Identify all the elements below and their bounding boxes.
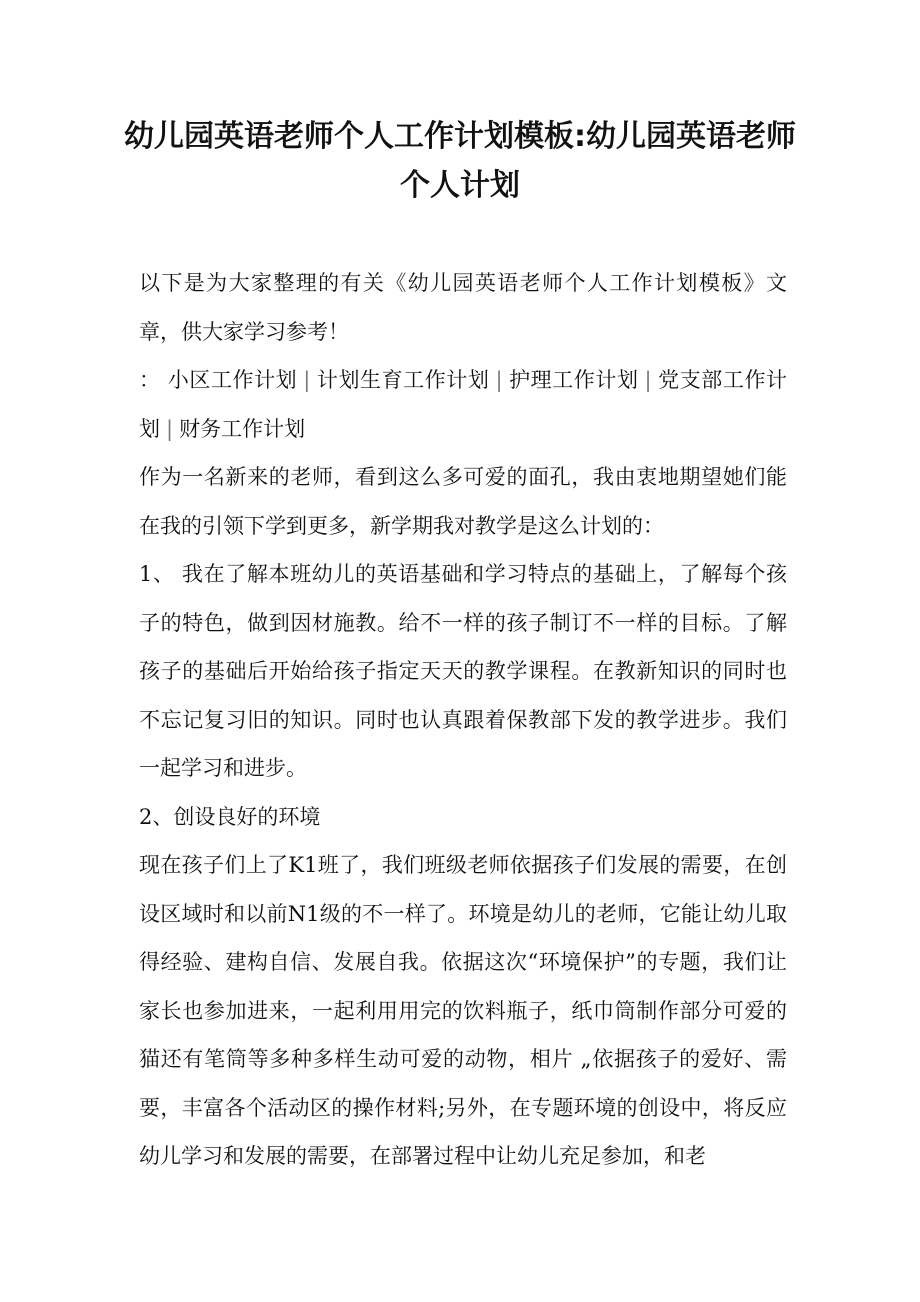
related-link-community[interactable]: 小区工作计划 xyxy=(167,368,298,392)
body-paragraph-3: 现在孩子们上了K1班了，我们班级老师依据孩子们发展的需要，在创设区域时和以前N1级的不一样了。环境是幼儿的老师，它能让幼儿取得经验、建构自信、发展自我。依据这次“环境保护”的专题，我们让家长也参加进来，一起利用用完的饮料瓶子，纸巾筒制作部分可爱的猫还有笔筒等多种多样生动可爱的动物，相片 „依据孩子的爱好、需要，丰富各个活动区的操作材料;另外，在专题环境的创设中，将反应幼儿学习和发展的需要，在部署过程中让幼儿充足参加，和老 xyxy=(139,853,787,1168)
document-body xyxy=(139,259,787,1181)
link-separator: | xyxy=(166,416,174,441)
link-separator: | xyxy=(644,368,652,392)
related-link-party-branch[interactable]: 党支部工作计划 xyxy=(139,368,788,441)
link-separator: | xyxy=(303,368,311,392)
related-link-nursing[interactable]: 护理工作计划 xyxy=(508,368,639,392)
link-separator: | xyxy=(495,368,503,392)
related-link-finance[interactable]: 财务工作计划 xyxy=(179,416,306,441)
body-paragraph-1: 作为一名新来的老师，看到这么多可爱的面孔，我由衷地期望她们能在我的引领下学到更多，新学期我对教学是这么计划的： xyxy=(139,465,787,538)
section-heading-environment: 2、创设良好的环境 xyxy=(139,804,321,829)
document-title: 幼儿园英语老师个人工作计划模板:幼儿园英语老师个人计划 xyxy=(124,119,796,203)
related-link-family-planning[interactable]: 计划生育工作计划 xyxy=(316,368,490,392)
related-prefix: ： xyxy=(139,368,161,392)
intro-paragraph: 以下是为大家整理的有关《幼儿园英语老师个人工作计划模板》文章，供大家学习参考！ xyxy=(139,271,787,344)
body-paragraph-2: 1、 我在了解本班幼儿的英语基础和学习特点的基础上，了解每个孩子的特色，做到因材施教。给不一样的孩子制订不一样的目标。了解孩子的基础后开始给孩子指定天天的教学课程。在教新知识的同时也不忘记复习旧的知识。同时也认真跟着保教部下发的教学进步。我们一起学习和进步。 xyxy=(139,562,787,780)
related-links-line xyxy=(139,356,787,453)
